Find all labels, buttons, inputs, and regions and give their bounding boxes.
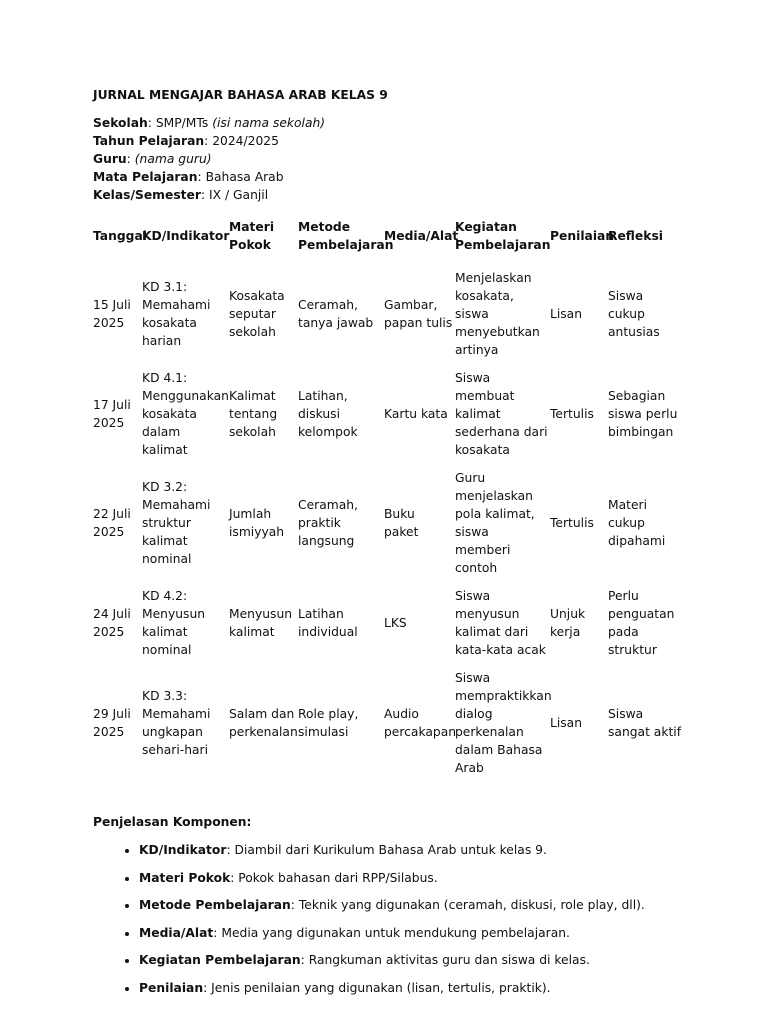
document-title: JURNAL MENGAJAR BAHASA ARAB KELAS 9 (93, 88, 388, 102)
column-header: Refleksi (608, 229, 663, 243)
table-cell: 15 Juli 2025 (93, 298, 131, 330)
table-cell: Latihan individual (298, 607, 358, 639)
table-cell: Siswa membuat kalimat sederhana dari kosakata (455, 371, 548, 457)
table-cell: Kosakata seputar sekolah (229, 289, 285, 339)
list-item (139, 951, 693, 969)
table-cell: Latihan, diskusi kelompok (298, 389, 358, 439)
column-header: Media/Alat (384, 229, 459, 243)
meta-label: Sekolah (93, 116, 148, 130)
meta-block (93, 114, 693, 204)
table-cell: Unjuk kerja (550, 607, 586, 639)
meta-label: Guru (93, 152, 127, 166)
table-cell: Siswa mempraktikkan dialog perkenalan dalam Bahasa Arab (455, 671, 552, 775)
table-cell: Lisan (550, 716, 583, 730)
table-cell: Perlu penguatan pada struktur (608, 589, 675, 657)
table-cell: 22 Juli 2025 (93, 507, 131, 539)
component-desc: : Pokok bahasan dari RPP/Silabus. (230, 870, 438, 885)
column-header: Tanggal (93, 229, 147, 243)
table-cell: Role play, simulasi (298, 707, 359, 739)
column-header: KD/Indikator (142, 229, 230, 243)
table-cell: Lisan (550, 307, 583, 321)
journal-table (92, 207, 684, 783)
meta-label: Mata Pelajaran (93, 170, 198, 184)
meta-kelas-semester: Kelas/Semester: IX / Ganjil (93, 188, 269, 202)
component-term: Media/Alat (139, 925, 214, 940)
table-cell: Materi cukup dipahami (608, 498, 666, 548)
table-cell: Ceramah, praktik langsung (298, 498, 358, 548)
components-title: Penjelasan Komponen: (93, 815, 252, 829)
table-cell: Tertulis (550, 516, 594, 530)
table-cell: Tertulis (550, 407, 594, 421)
table-row (92, 583, 684, 665)
column-header: Kegiatan Pembelajaran (455, 220, 551, 252)
table-cell: KD 3.3: Memahami ungkapan sehari-hari (142, 689, 211, 757)
column-header: Materi Pokok (229, 220, 275, 252)
table-row (92, 465, 684, 583)
component-term: Kegiatan Pembelajaran (139, 953, 301, 967)
table-cell: Siswa sangat aktif (608, 707, 682, 739)
list-item (139, 841, 693, 859)
meta-value: IX / Ganjil (209, 188, 269, 202)
component-term: Materi Pokok (139, 870, 231, 885)
table-cell: 24 Juli 2025 (93, 607, 131, 639)
table-cell: Siswa menyusun kalimat dari kata-kata acak (455, 589, 546, 657)
table-cell: KD 3.2: Memahami struktur kalimat nominal (142, 480, 211, 566)
component-desc: : Diambil dari Kurikulum Bahasa Arab untuk kelas 9. (226, 843, 547, 857)
table-cell: Audio percakapan (384, 707, 457, 739)
component-term: KD/Indikator (139, 843, 227, 857)
table-cell: Sebagian siswa perlu bimbingan (608, 389, 678, 439)
meta-value: 2024/2025 (212, 134, 279, 148)
meta-tahun-pelajaran: Tahun Pelajaran: 2024/2025 (93, 134, 279, 148)
list-item (139, 979, 693, 997)
meta-label: Tahun Pelajaran (93, 134, 205, 148)
table-cell: LKS (384, 616, 407, 630)
table-row (92, 365, 684, 465)
table-cell: KD 3.1: Memahami kosakata harian (142, 280, 211, 348)
component-term: Penilaian (139, 980, 204, 995)
table-cell: KD 4.1: Menggunakan kosakata dalam kalimat (142, 371, 229, 457)
table-cell: Kartu kata (384, 407, 448, 421)
meta-value: Bahasa Arab (205, 170, 284, 184)
component-desc: : Media yang digunakan untuk mendukung pembelajaran. (213, 925, 570, 940)
column-header: Metode Pembelajaran (298, 220, 394, 252)
document-page (93, 86, 693, 1006)
table-cell: 17 Juli 2025 (93, 398, 131, 430)
table-cell: Ceramah, tanya jawab (298, 298, 374, 330)
table-cell: Salam dan perkenalan (229, 707, 298, 739)
column-header: Penilaian (550, 229, 615, 243)
list-item (139, 896, 693, 914)
table-cell: Guru menjelaskan pola kalimat, siswa memberi contoh (455, 471, 535, 575)
table-cell: 29 Juli 2025 (93, 707, 131, 739)
table-cell: Buku paket (384, 507, 419, 539)
table-cell: Jumlah ismiyyah (229, 507, 285, 539)
component-term: Metode Pembelajaran (139, 898, 291, 912)
meta-sekolah: Sekolah: SMP/MTs (isi nama sekolah) (93, 116, 326, 130)
table-row (92, 265, 684, 365)
list-item (139, 869, 693, 887)
table-cell: Kalimat tentang sekolah (229, 389, 278, 439)
meta-mata-pelajaran: Mata Pelajaran: Bahasa Arab (93, 170, 284, 184)
component-desc: : Jenis penilaian yang digunakan (lisan, tertulis, praktik). (203, 980, 551, 995)
meta-note: (nama guru) (134, 152, 212, 166)
table-cell: Menjelaskan kosakata, siswa menyebutkan artinya (455, 271, 540, 357)
meta-value: SMP/MTs (155, 116, 209, 130)
table-cell: Siswa cukup antusias (608, 289, 660, 339)
meta-label: Kelas/Semester (93, 188, 201, 202)
list-item (139, 924, 693, 942)
table-cell: Gambar, papan tulis (384, 298, 453, 330)
table-row (92, 665, 684, 783)
components-list (93, 841, 693, 997)
table-cell: KD 4.2: Menyusun kalimat nominal (142, 589, 206, 657)
table-cell: Menyusun kalimat (229, 607, 293, 639)
component-desc: : Rangkuman aktivitas guru dan siswa di kelas. (300, 953, 590, 967)
meta-note: (isi nama sekolah) (212, 116, 326, 130)
component-desc: : Teknik yang digunakan (ceramah, diskusi, role play, dll). (290, 898, 645, 912)
table-header-row (92, 207, 684, 265)
meta-guru: Guru: (nama guru) (93, 152, 212, 166)
